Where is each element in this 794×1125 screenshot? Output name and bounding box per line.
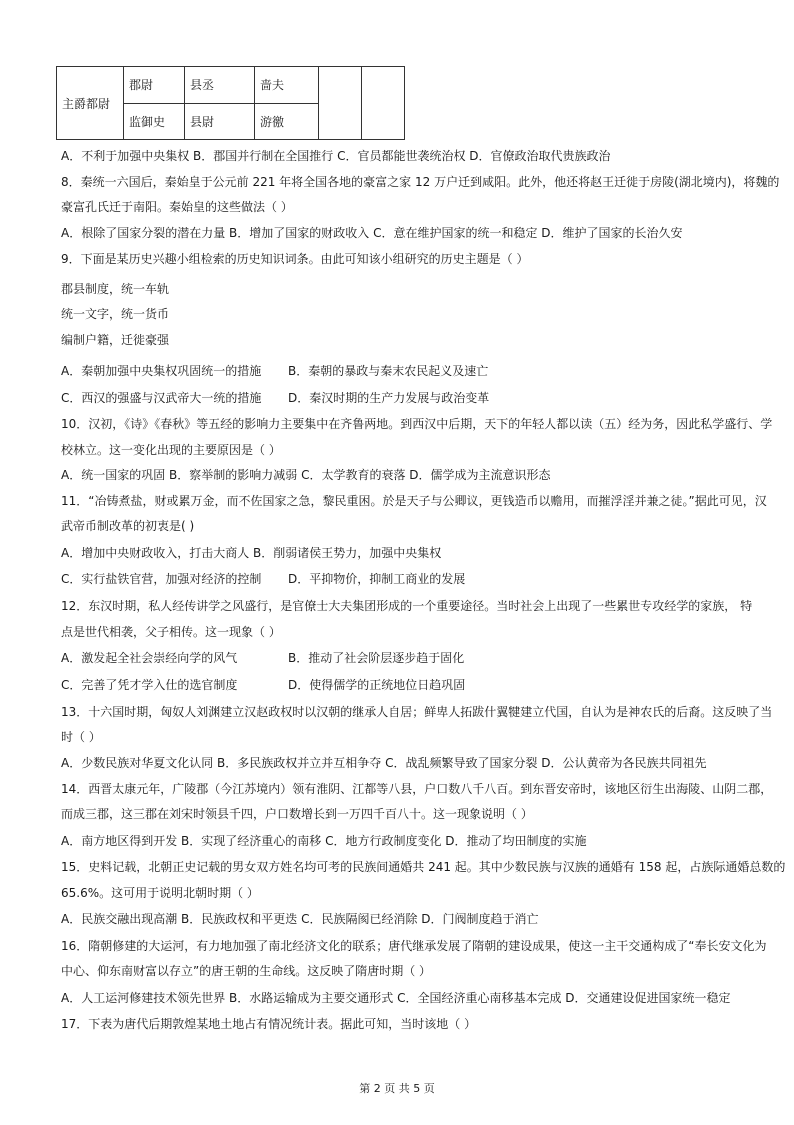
table-empty-cell: [319, 67, 362, 140]
options-q7: A．不利于加强中央集权 B．郡国并行制在全国推行 C．官员都能世袭统治权 D．官僚政治取代贵族政治: [61, 149, 611, 163]
question-15-cont: 65.6%。这可用于说明北朝时期（ ）: [61, 886, 259, 900]
question-9: 9．下面是某历史兴趣小组检索的历史知识词条。由此可知该小组研究的历史主题是（ ）: [61, 252, 529, 266]
table-cell: 县丞: [185, 67, 255, 104]
table-cell: 郡尉: [124, 67, 185, 104]
table-row-header: 主爵都尉: [57, 67, 124, 140]
options-q10: A．统一国家的巩固 B．察举制的影响力减弱 C．太学教育的衰落 D．儒学成为主流意识形态: [61, 468, 551, 482]
option-a: A．激发起全社会崇经向学的风气: [61, 651, 238, 665]
page-footer: 第 2 页 共 5 页: [359, 1082, 435, 1095]
option-c: C．完善了凭才学入仕的选官制度: [61, 678, 238, 692]
question-16: 16．隋朝修建的大运河，有力地加强了南北经济文化的联系；唐代继承发展了隋朝的建设成果，使这一主干交通构成了“奉长安文化为: [61, 939, 767, 953]
table-cell: 县尉: [185, 103, 255, 140]
table-cell: 监御史: [124, 103, 185, 140]
question-8-cont: 豪富孔氏迁于南阳。秦始皇的这些做法（ ）: [61, 200, 293, 214]
question-10: 10．汉初，《诗》《春秋》等五经的影响力主要集中在齐鲁两地。到西汉中后期，天下的年轻人都以读（五）经为务，因此私学盛行、学: [61, 417, 773, 431]
question-14-cont: 而成三郡，这三郡在刘宋时领县千四，户口数增长到一万四千百八十。这一现象说明（ ）: [61, 807, 533, 821]
question-16-cont: 中心、仰东南财富以存立”的唐王朝的生命线。这反映了隋唐时期（ ）: [61, 964, 432, 978]
table-cell: 啬夫: [255, 67, 319, 104]
question-12: 12．东汉时期，私人经传讲学之风盛行，是官僚士大夫集团形成的一个重要途径。当时社会上出现了一些累世专攻经学的家族， 特: [61, 599, 753, 613]
options-q16: A．人工运河修建技术领先世界 B．水路运输成为主要交通形式 C．全国经济重心南移基本完成 D．交通建设促进国家统一稳定: [61, 991, 731, 1005]
table-cell: 游徼: [255, 103, 319, 140]
question-14: 14．西晋太康元年，广陵郡（今江苏境内）领有淮阴、江都等八县，户口数八千八百。到东晋安帝时，该地区衍生出海陵、山阴二郡，: [61, 782, 773, 796]
question-15: 15．史料记载，北朝正史记载的男女双方姓名均可考的民族间通婚共 241 起。其中少数民族与汉族的通婚有 158 起，占族际通婚总数的: [61, 860, 786, 874]
options-q13: A．少数民族对华夏文化认同 B．多民族政权并立并互相争夺 C．战乱频繁导致了国家分裂 D．公认黄帝为各民族共同祖先: [61, 756, 707, 770]
question-10-cont: 校林立。这一变化出现的主要原因是（ ）: [61, 443, 281, 457]
option-a: A．秦朝加强中央集权巩固统一的措施: [61, 364, 262, 378]
question-13-cont: 时（ ）: [61, 730, 101, 744]
question-17: 17．下表为唐代后期敦煌某地土地占有情况统计表。据此可知，当时该地（ ）: [61, 1017, 477, 1031]
q9-term: 编制户籍，迁徙豪强: [61, 333, 170, 347]
question-13: 13．十六国时期，匈奴人刘渊建立汉赵政权时以汉朝的继承人自居；鲜卑人拓跋什翼犍建立代国，自认为是神农氏的后裔。这反映了当: [61, 705, 773, 719]
options-q15: A．民族交融出现高潮 B．民族政权和平更迭 C．民族隔阂已经消除 D．门阀制度趋于消亡: [61, 912, 539, 926]
option-d: D．平抑物价，抑制工商业的发展: [288, 572, 466, 586]
question-8: 8．秦统一六国后，秦始皇于公元前 221 年将全国各地的豪富之家 12 万户迁到咸阳。此外，他还将赵王迁徙于房陵(湖北境内)，将魏的: [61, 175, 780, 189]
options-q8: A．根除了国家分裂的潜在力量 B．增加了国家的财政收入 C．意在维护国家的统一和稳定 D．维护了国家的长治久安: [61, 226, 683, 240]
q9-term: 统一文字，统一货币: [61, 307, 170, 321]
option-c: C．西汉的强盛与汉武帝大一统的措施: [61, 391, 262, 405]
option-d: D．使得儒学的正统地位日趋巩固: [288, 678, 466, 692]
table-empty-cell: [362, 67, 405, 140]
question-12-cont: 点是世代相袭，父子相传。这一现象（ ）: [61, 625, 281, 639]
option-b: B．推动了社会阶层逐步趋于固化: [288, 651, 465, 665]
question-11: 11．“冶铸煮盐，财或累万金，而不佐国家之急，黎民重困。於是天子与公卿议，更钱造币以赡用，而摧浮淫并兼之徒。”据此可见，汉: [61, 494, 767, 508]
option-c: C．实行盐铁官营，加强对经济的控制: [61, 572, 262, 586]
option-d: D．秦汉时期的生产力发展与政治变革: [288, 391, 490, 405]
options-q14: A．南方地区得到开发 B．实现了经济重心的南移 C．地方行政制度变化 D．推动了均田制度的实施: [61, 834, 587, 848]
option-b: B．秦朝的暴政与秦末农民起义及速亡: [288, 364, 489, 378]
official-table: [56, 66, 405, 140]
q9-term: 郡县制度，统一车轨: [61, 282, 170, 296]
question-11-cont: 武帝币制改革的初衷是( ): [61, 519, 195, 533]
options-q11-ab: A．增加中央财政收入，打击大商人 B．削弱诸侯王势力，加强中央集权: [61, 546, 442, 560]
